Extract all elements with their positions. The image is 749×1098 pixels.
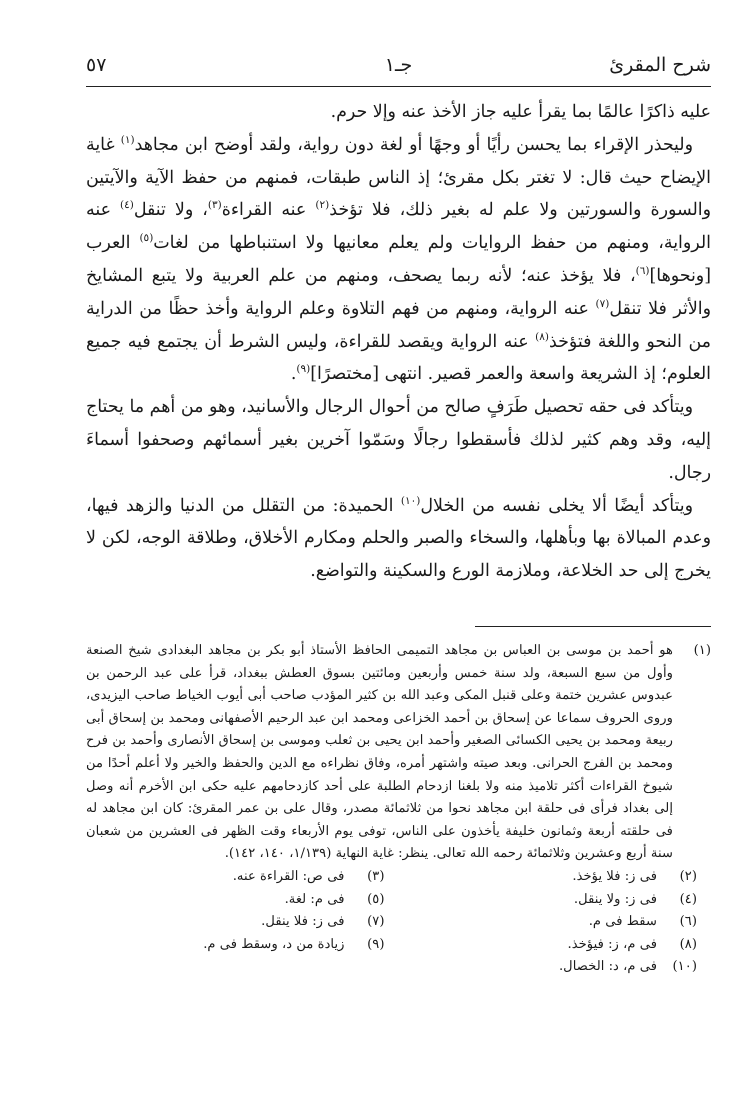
paragraph-2: وليحذر الإقراء بما يحسن رأيًا أو وجهًا أو لغة دون رواية، ولقد أوضح ابن مجاهد$^{(١)}$ غاية الإيضاح حيث قال: لا تغتر بكل مقرئ؛ إذ الناس طبقات، فمنهم من حفظ الآية والآيتين والسورة والسورتين ولا علم له بغير ذلك، فلا تؤخذ$^{(٢)}$ عنه القراءة$^{(٣)}$، ولا تنقل$^{(٤)}$ عنه الرواية، ومنهم من حفظ الروايات ولم يعلم معانيها ولا استنباطها من لغات$^{(٥)}$ العرب [ونحوها]$^{(٦)}$، فلا يؤخذ عنه؛ لأنه ربما يصحف، ومنهم من علم العربية ولا يتبع المشايخ والأثر فلا تنقل$^{(٧)}$ عنه الرواية، ومنهم من فهم التلاوة وعلم الرواية وأخذ حظًا من الدراية من النحو واللغة فتؤخذ$^{(٨)}$ عنه الرواية ويقصد للقراءة، وليس الشرط أن يجتمع فيه جميع العلوم؛ إذ الشريعة واسعة والعمر قصير. انتهى [مختصرًا]$^{(٩)}$. bbox=[86, 134, 712, 385]
footnote-9: (٩) زيادة من د، وسقط فى م. bbox=[203, 936, 385, 952]
footnote-2: (٢) فى ز: فلا يؤخذ. bbox=[572, 868, 697, 884]
volume-label: جـ١ bbox=[384, 54, 413, 76]
footnote-8: (٨) فى م، ز: فيؤخذ. bbox=[567, 936, 697, 952]
footnote-number: (١) bbox=[693, 643, 711, 658]
running-header bbox=[86, 54, 711, 82]
main-text bbox=[86, 96, 711, 588]
footnote-ref-5[interactable]: (٥) bbox=[139, 232, 154, 245]
footnote-text: هو أحمد بن موسى بن العباس بن مجاهد التميمى الحافظ الأستاذ أبو بكر بن مجاهد البغدادى شيخ الصنعة وأول من سبع السبعة، ولد سنة خمس وأربعين ومائتين بسوق العطش ببغداد، قرأ على عبد الرحمن بن عبدوس عشرين ختمة وعلى قنبل المكى وعبد الله بن كثير المؤدب صاحب أبى أيوب الخياط صاحب اليزيدى، وروى الحروف سماعا عن إسحاق بن أحمد الخزاعى ومحمد ابن عبد الرحيم الأصفهانى ومحمد بن إسحاق أبى ربيعة ومحمد بن يحيى الكسائى الصغير وأحمد ابن يحيى بن ثعلب وموسى بن إسحاق الأنصارى وأحمد بن فرح ومحمد بن الفرج الحرانى. وبعد صيته واشتهر أمره، وفاق نظراءه مع الدين والحفظ والخير ولا أعلم أحدًا من شيوخ القراءات أكثر تلاميذ منه ولا بلغنا ازدحام الطلبة على أحد كازدحامهم عليه حكى ابن الأخرم أنه وصل إلى بغداد فرأى فى حلقة ابن مجاهد نحوا من ثلاثمائة مصدر، وقال على بن عمر المقرئ: كان ابن مجاهد له فى حلقته أربعة وثمانون خليفة يأخذون على الناس، توفى يوم الأربعاء وقت الظهر فى العشرين من شعبان سنة أربع وعشرين وثلاثمائة رحمه الله تعالى. ينظر: غاية النهاية (١/١٣٩، ١٤٠، ١٤٢). bbox=[86, 643, 673, 862]
footnote-4: (٤) فى ز: ولا ينقل. bbox=[573, 891, 697, 907]
short-footnotes bbox=[86, 866, 711, 979]
paragraph-4: ويتأكد أيضًا ألا يخلى نفسه من الخلال$^{(١٠)}$ الحميدة: من التقلل من الدنيا والزهد فيها، وعدم المبالاة بها وبأهلها، والسخاء والصبر والحلم ومكارم الأخلاق، وطلاقة الوجه، لكن لا يخرج إلى حد الخلاعة، وملازمة الورع والسكينة والتواضع. bbox=[86, 494, 711, 582]
footnote-5: (٥) فى م: لغة. bbox=[284, 891, 385, 907]
header-divider bbox=[86, 86, 711, 87]
footnote-ref-10[interactable]: (١٠) bbox=[400, 494, 421, 507]
footnotes bbox=[86, 640, 711, 979]
footnote-3: (٣) فى ص: القراءة عنه. bbox=[232, 868, 385, 884]
footnote-7: (٧) فى ز: فلا ينقل. bbox=[261, 914, 385, 930]
footnote-ref-3[interactable]: (٣) bbox=[207, 199, 222, 212]
footnote-ref-6[interactable]: (٦) bbox=[635, 265, 650, 278]
footnote-ref-4[interactable]: (٤) bbox=[119, 199, 134, 212]
paragraph-3: ويتأكد فى حقه تحصيل طَرَفٍ صالح من أحوال الرجال والأسانيد، وهو من أهم ما يحتاج إليه، وقد وهم كثير لذلك فأسقطوا رجالًا وسَمّوا آخرين بغير أسمائهم وصحفوا أسماءَ رجال. bbox=[86, 397, 711, 483]
footnote-ref-2[interactable]: (٢) bbox=[315, 199, 330, 212]
paragraph-1: عليه ذاكرًا عالمًا بما يقرأ عليه جاز الأخذ عنه وإلا حرم. bbox=[330, 102, 711, 122]
footnote-ref-8[interactable]: (٨) bbox=[535, 330, 549, 343]
footnote-1 bbox=[86, 640, 711, 866]
footnote-10: (١٠) فى م، د: الخصال. bbox=[558, 959, 697, 975]
footnote-ref-1[interactable]: (١) bbox=[120, 134, 135, 146]
footnote-6: (٦) سقط فى م. bbox=[588, 914, 697, 930]
footnote-ref-7[interactable]: (٧) bbox=[595, 297, 610, 310]
footnote-divider bbox=[475, 626, 711, 627]
footnote-ref-9[interactable]: (٩) bbox=[296, 363, 311, 376]
page-number: ٥٧ bbox=[86, 54, 107, 76]
book-title: شرح المقرئ bbox=[609, 54, 711, 76]
